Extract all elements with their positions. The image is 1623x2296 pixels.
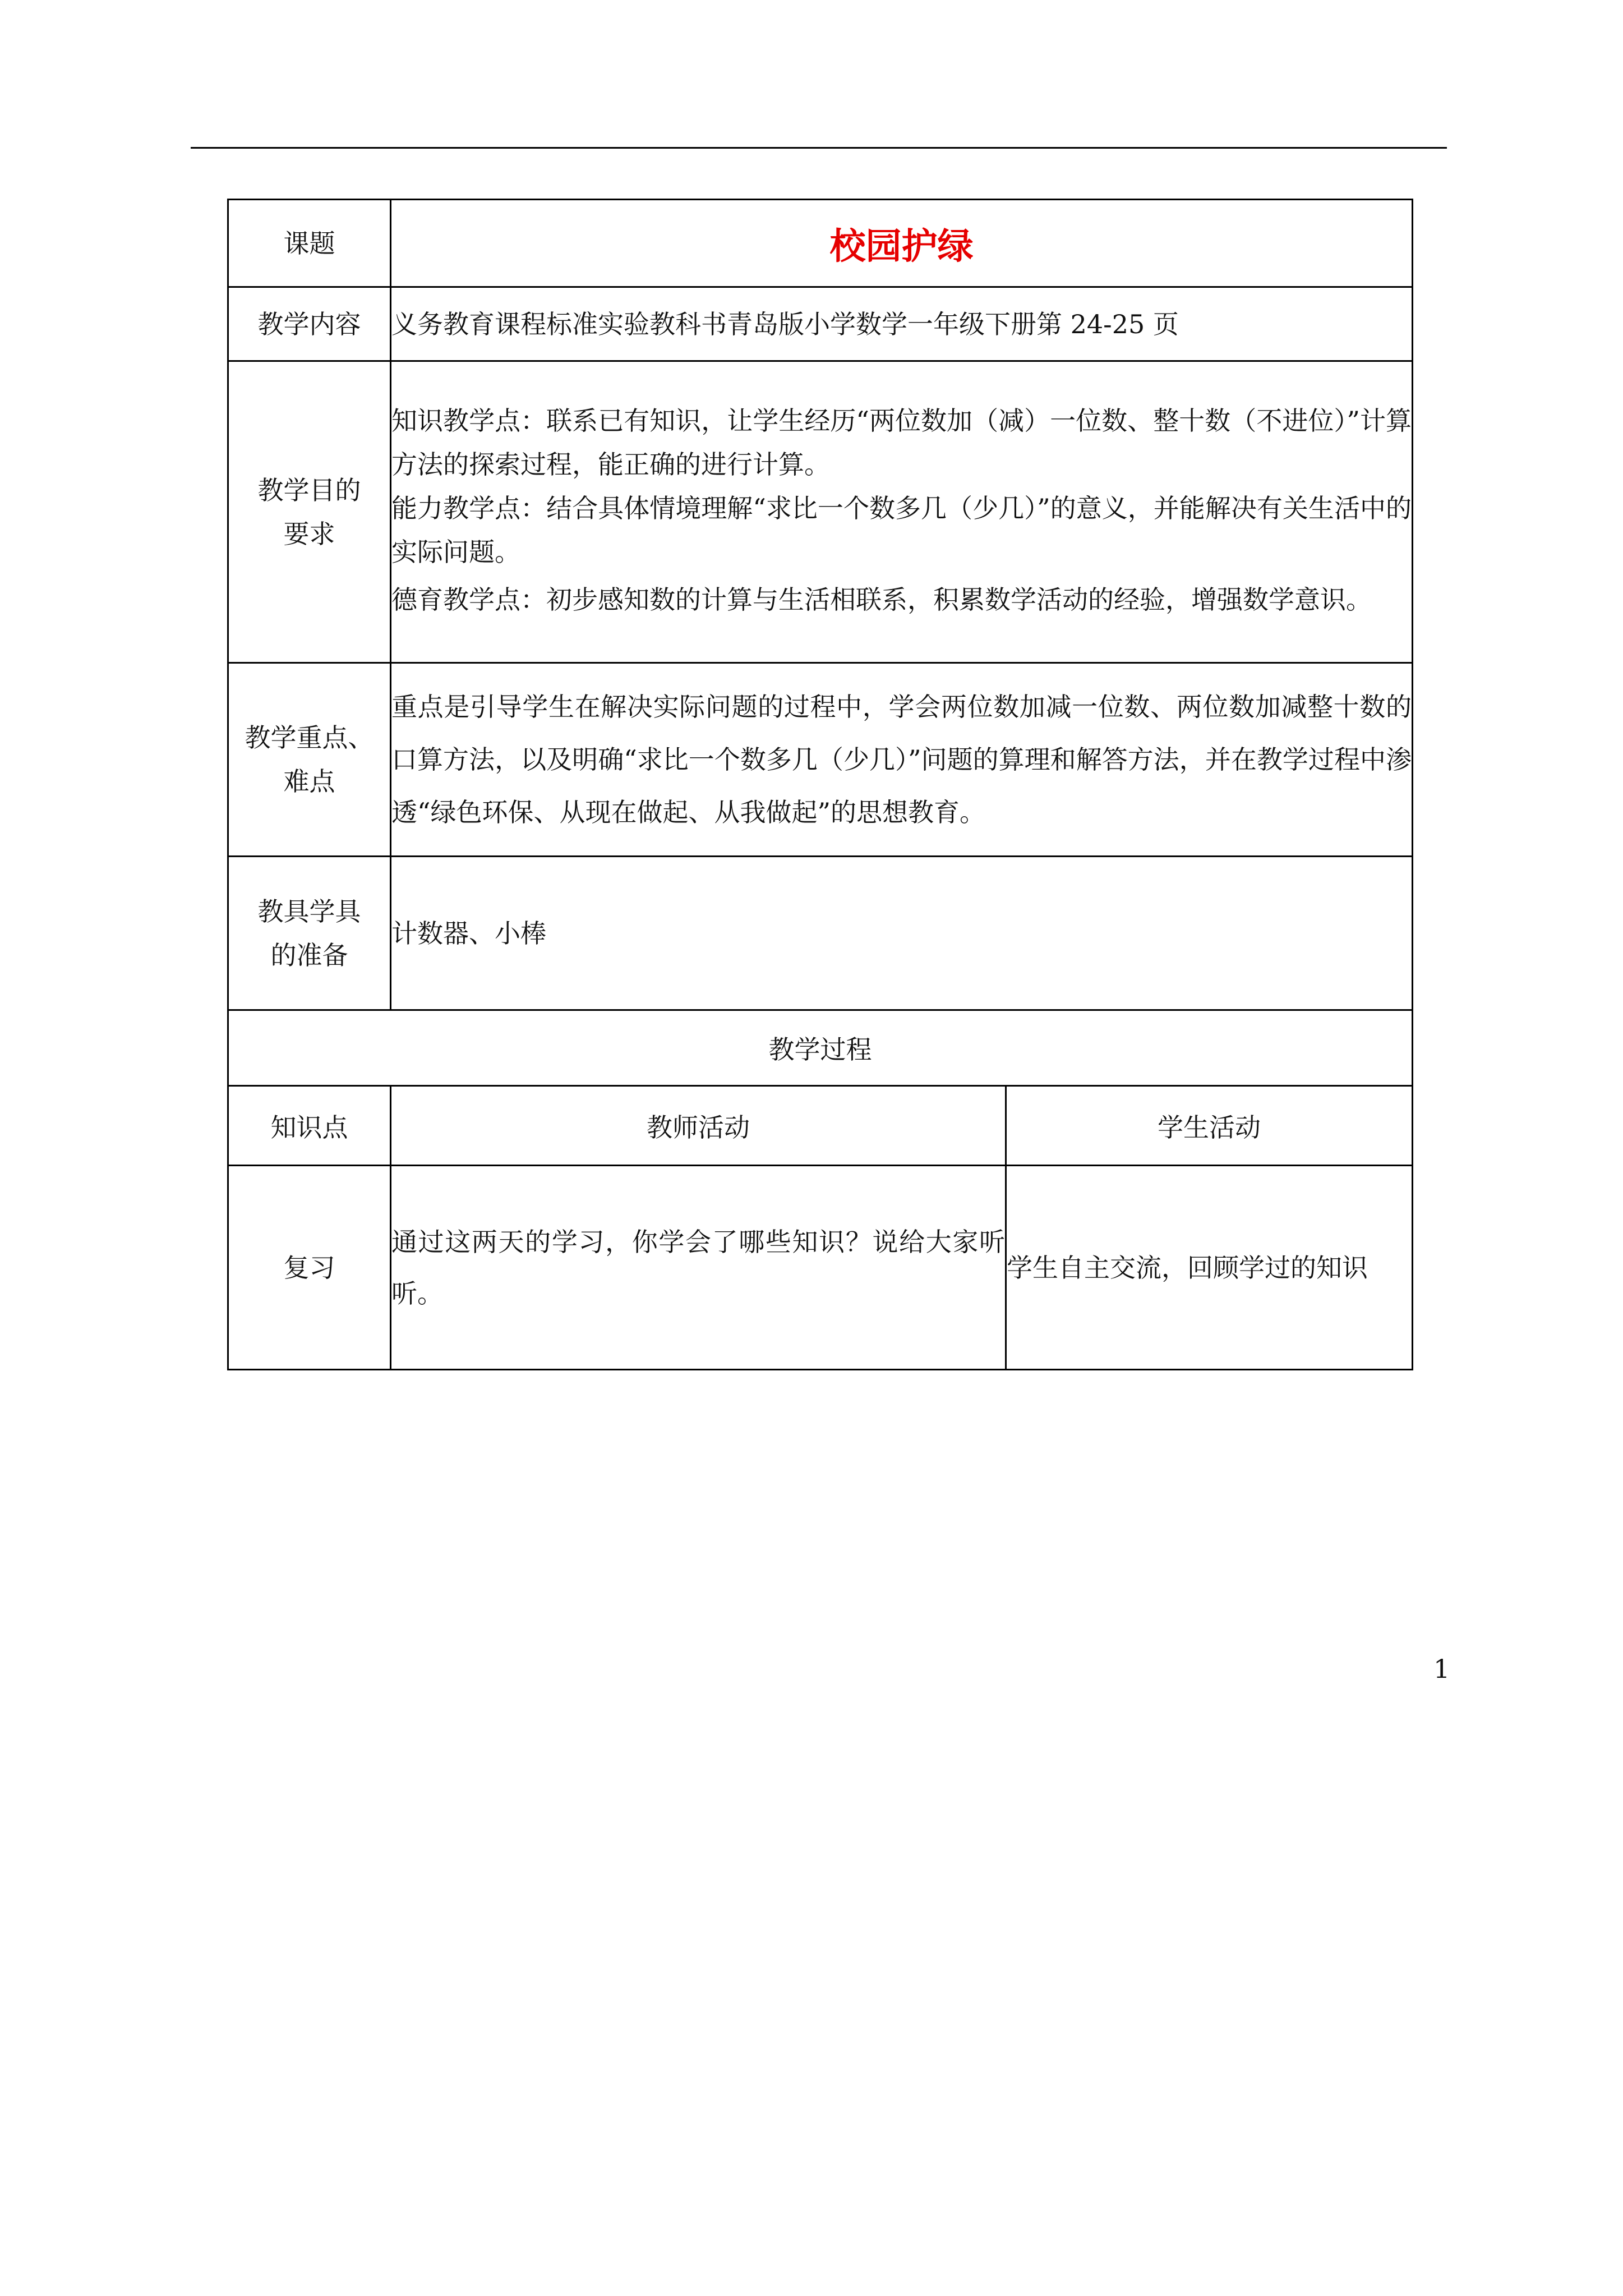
goals-label: 教学目的要求: [228, 361, 391, 663]
goal-ability: 能力教学点：结合具体情境理解“求比一个数多几（少几）”的意义，并能解决有关生活中的实际问题。: [391, 493, 1412, 567]
column-teacher-activity: 教师活动: [391, 1086, 1006, 1166]
topic-title: 校园护绿: [391, 200, 1413, 287]
tools-row: [228, 857, 1413, 1010]
goals-row: [228, 361, 1413, 663]
content-label: 教学内容: [228, 287, 391, 361]
process-row: [228, 1010, 1413, 1086]
lesson-plan-table: [227, 199, 1413, 1370]
row-teacher-activity: 通过这两天的学习，你学会了哪些知识？说给大家听听。: [391, 1166, 1006, 1370]
header-rule: [191, 147, 1447, 149]
topic-label: 课题: [228, 200, 391, 287]
content-row: [228, 287, 1413, 361]
goal-knowledge: 知识教学点：联系已有知识，让学生经历“两位数加（减）一位数、整十数（不进位）”计算方法的探索过程，能正确的进行计算。: [391, 405, 1412, 480]
column-knowledge-point: 知识点: [228, 1086, 391, 1166]
row-student-activity: 学生自主交流，回顾学过的知识: [1006, 1166, 1413, 1370]
row-knowledge-point: 复习: [228, 1166, 391, 1370]
content-text: 义务教育课程标准实验教科书青岛版小学数学一年级下册第 24-25 页: [391, 287, 1413, 361]
tools-text: 计数器、小棒: [391, 857, 1413, 1010]
tools-label: 教具学具的准备: [228, 857, 391, 1010]
column-student-activity: 学生活动: [1006, 1086, 1413, 1166]
page-number: 1: [1433, 1654, 1450, 1684]
process-label: 教学过程: [228, 1010, 1413, 1086]
goal-moral: 德育教学点：初步感知数的计算与生活相联系，积累数学活动的经验，增强数学意识。: [391, 584, 1372, 615]
topic-row: [228, 200, 1413, 287]
column-header-row: [228, 1086, 1413, 1166]
table-row: [228, 1166, 1413, 1370]
focus-text: 重点是引导学生在解决实际问题的过程中，学会两位数加减一位数、两位数加减整十数的口算方法，以及明确“求比一个数多几（少几）”问题的算理和解答方法，并在教学过程中渗透“绿色环保、从现在做起、从我做起”的思想教育。: [391, 663, 1413, 857]
focus-label: 教学重点、难点: [228, 663, 391, 857]
focus-row: [228, 663, 1413, 857]
goals-cell: [391, 361, 1413, 663]
